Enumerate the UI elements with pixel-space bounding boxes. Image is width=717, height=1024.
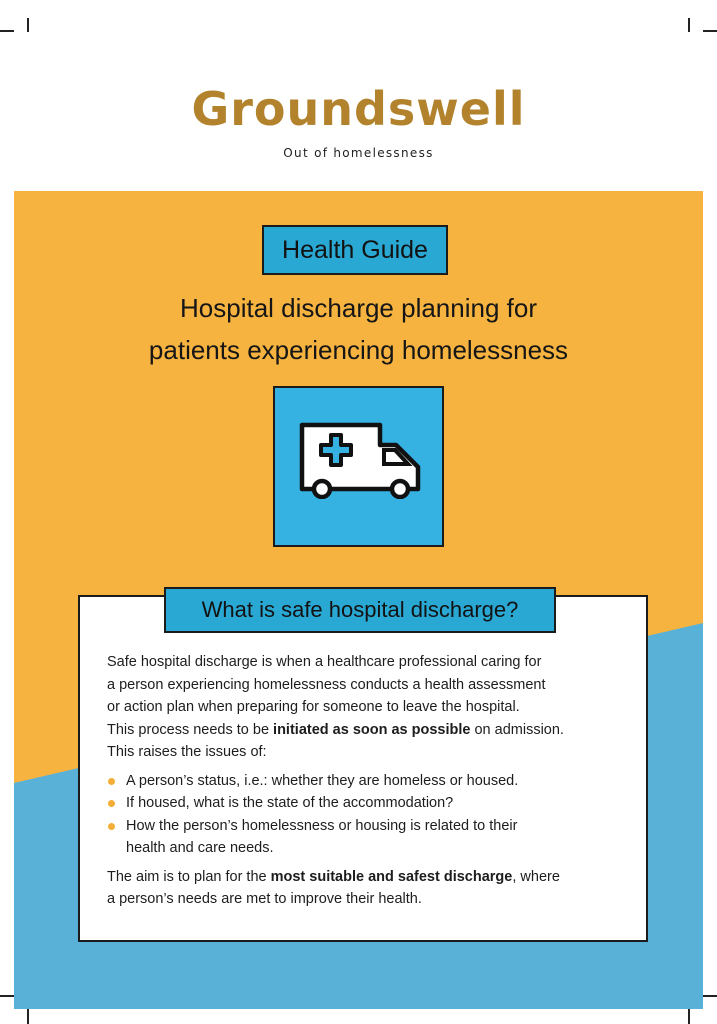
list-item: If housed, what is the state of the accommodation? bbox=[107, 792, 627, 815]
intro-line: This raises the issues of: bbox=[107, 744, 267, 760]
crop-mark-tl bbox=[27, 18, 29, 32]
logo: Groundswell bbox=[191, 82, 526, 136]
page-title bbox=[54, 287, 663, 371]
issues-list bbox=[107, 770, 627, 860]
intro-line: a person experiencing homelessness conducts a health assessment bbox=[107, 676, 546, 693]
crop-mark-bl bbox=[0, 995, 14, 997]
bullet-dot bbox=[108, 800, 115, 807]
crop-mark-tl bbox=[0, 30, 14, 32]
list-item: A person’s status, i.e.: whether they are homeless or housed. bbox=[107, 770, 627, 793]
title-line-1: Hospital discharge planning for bbox=[180, 293, 537, 323]
health-guide-badge: Health Guide bbox=[262, 225, 448, 275]
crop-mark-br bbox=[703, 995, 717, 997]
guide-panel bbox=[14, 191, 703, 1009]
aim-paragraph: The aim is to plan for the most suitable and safest discharge, where a person’s needs are met to improve their health. bbox=[107, 868, 560, 907]
intro-emphasis: initiated as soon as possible bbox=[273, 721, 471, 738]
section-heading: What is safe hospital discharge? bbox=[164, 587, 556, 633]
aim-emphasis: most suitable and safest discharge bbox=[270, 868, 513, 885]
intro-line: Safe hospital discharge is when a healthcare professional caring for bbox=[107, 654, 542, 670]
crop-mark-tr bbox=[703, 30, 717, 32]
section-body bbox=[107, 651, 627, 911]
crop-mark-tr bbox=[688, 18, 690, 32]
intro-line: on admission. bbox=[470, 721, 564, 738]
bullet-dot bbox=[108, 823, 115, 830]
tagline: Out of homelessness bbox=[283, 146, 434, 160]
ambulance-icon-box bbox=[273, 386, 444, 547]
list-item: How the person’s homelessness or housing is related to their health and care needs. bbox=[107, 815, 627, 860]
intro-line: or action plan when preparing for someone to leave the hospital. bbox=[107, 699, 520, 715]
ambulance-icon bbox=[296, 419, 425, 499]
intro-paragraph bbox=[107, 651, 627, 764]
title-line-2: patients experiencing homelessness bbox=[148, 335, 569, 365]
intro-line: This process needs to be bbox=[107, 721, 274, 738]
bullet-dot bbox=[108, 778, 115, 785]
